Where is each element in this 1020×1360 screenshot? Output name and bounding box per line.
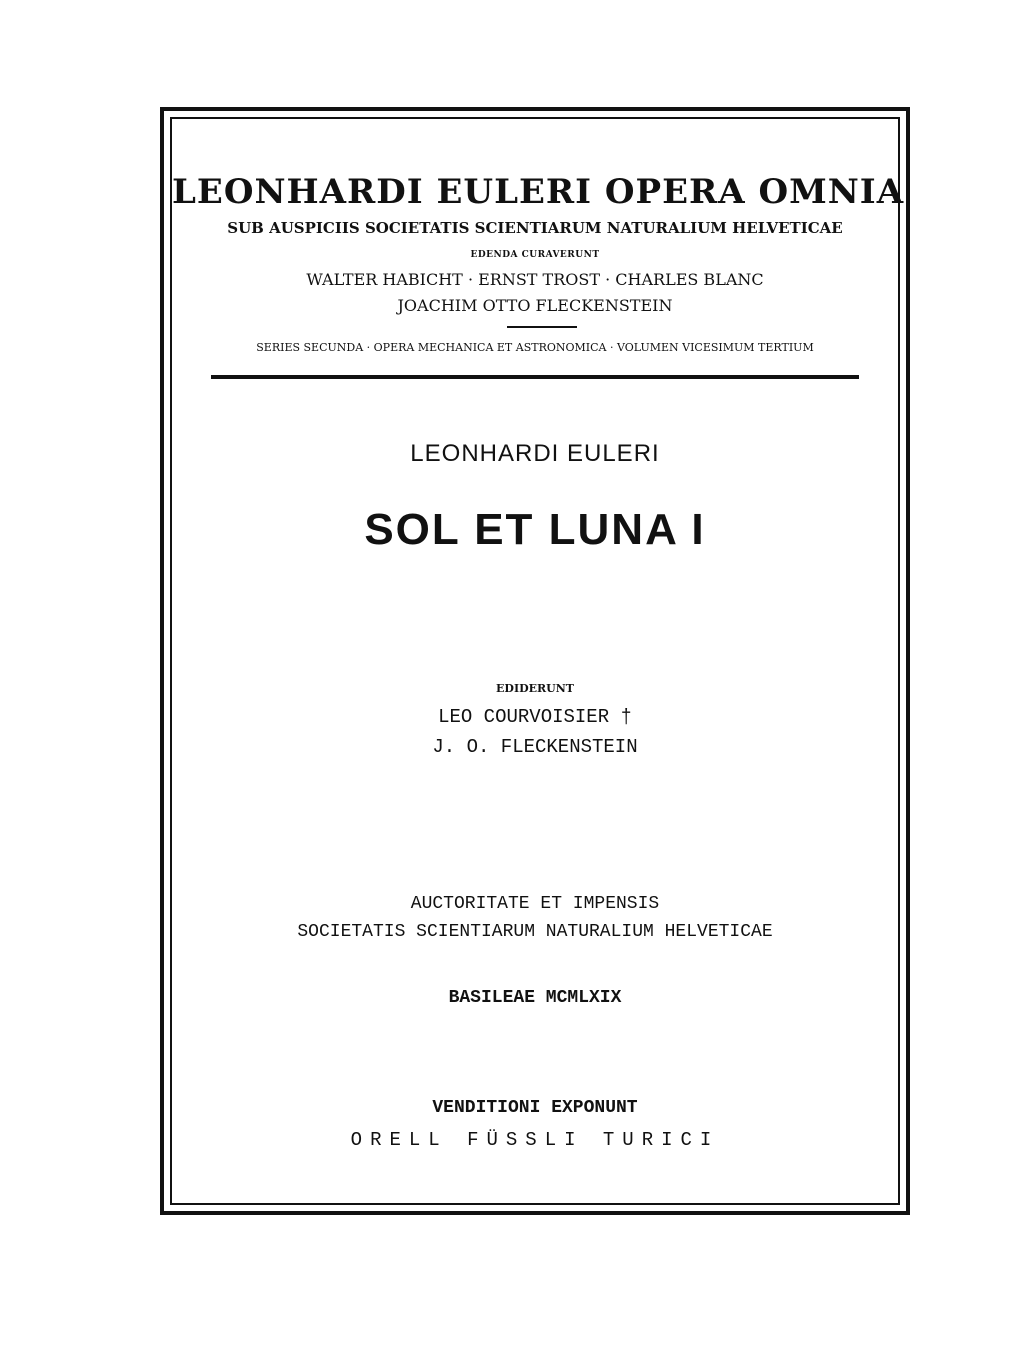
series-title: LEONHARDI EULERI OPERA OMNIA <box>172 172 905 212</box>
edenda-curaverunt-label: EDENDA CURAVERUNT <box>470 250 600 260</box>
auctoritate-line-2: SOCIETATIS SCIENTIARUM NATURALIUM HELVETICAE <box>297 922 773 942</box>
series-editors-line-1: WALTER HABICHT · ERNST TROST · CHARLES BLANC <box>306 270 764 289</box>
place-and-date: BASILEAE MCMLXIX <box>448 988 622 1008</box>
work-author: LEONHARDI EULERI <box>410 440 660 467</box>
title-page-outer-border <box>160 107 910 1215</box>
volume-editor-2: J. O. FLECKENSTEIN <box>432 736 638 758</box>
series-subtitle: SUB AUSPICIIS SOCIETATIS SCIENTIARUM NATURALIUM HELVETICAE <box>227 219 843 237</box>
short-divider-rule <box>507 326 577 328</box>
auctoritate-line-1: AUCTORITATE ET IMPENSIS <box>410 894 660 914</box>
venditioni-exponunt: VENDITIONI EXPONUNT <box>432 1098 638 1118</box>
series-volume-line: SERIES SECUNDA · OPERA MECHANICA ET ASTRONOMICA · VOLUMEN VICESIMUM TERTIUM <box>256 341 814 354</box>
work-title: SOL ET LUNA I <box>364 505 706 554</box>
ediderunt-label: EDIDERUNT <box>496 682 574 695</box>
long-divider-rule <box>211 375 859 379</box>
volume-editor-1: LEO COURVOISIER † <box>438 706 632 728</box>
series-editors-line-2: JOACHIM OTTO FLECKENSTEIN <box>397 296 673 315</box>
title-page-inner-border <box>170 117 905 1205</box>
publisher-name: ORELL FÜSSLI TURICI <box>350 1129 720 1151</box>
